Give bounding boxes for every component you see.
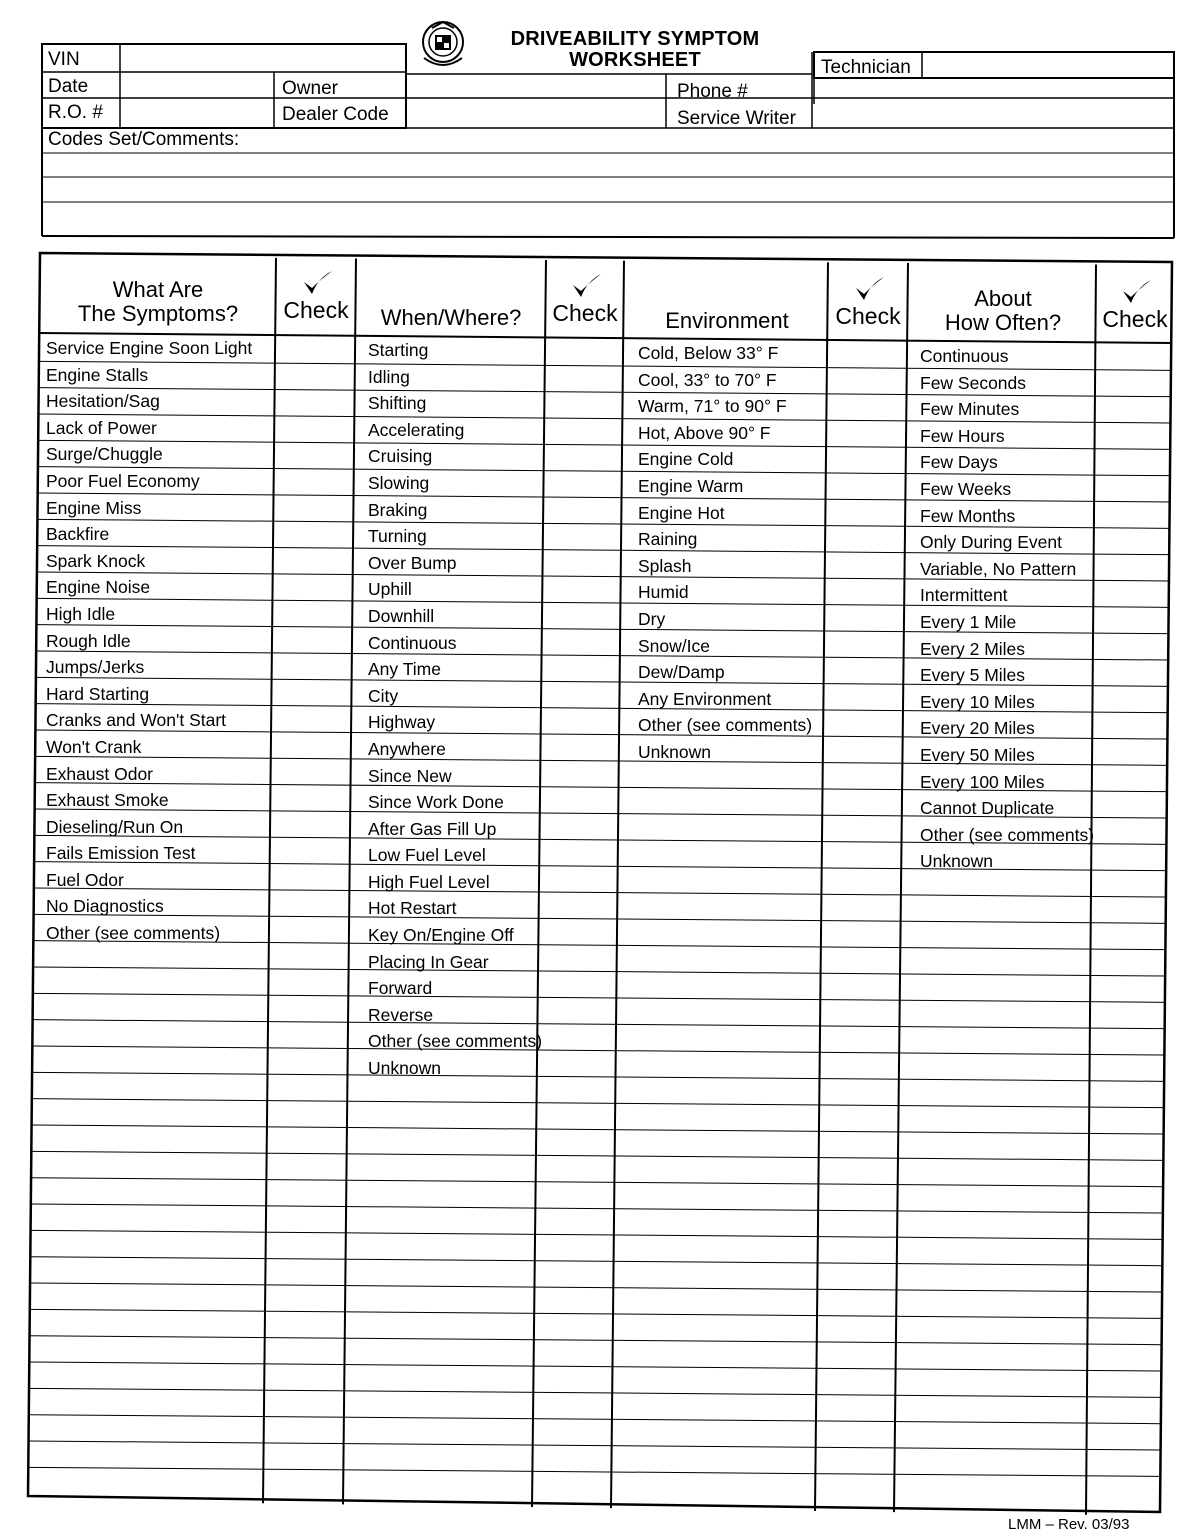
list-item: Exhaust Odor bbox=[46, 763, 153, 784]
list-item: Shifting bbox=[368, 393, 427, 414]
vin-label: VIN bbox=[48, 49, 80, 70]
list-item: Every 20 Miles bbox=[920, 718, 1035, 739]
list-item: Spark Knock bbox=[46, 550, 146, 571]
list-item: Fails Emission Test bbox=[46, 843, 196, 864]
list-item: Raining bbox=[638, 529, 698, 550]
dealer-code-label: Dealer Code bbox=[282, 104, 389, 125]
list-item: Other (see comments) bbox=[638, 715, 813, 736]
revision-footer: LMM – Rev. 03/93 bbox=[1008, 1516, 1130, 1533]
list-item: Engine Miss bbox=[46, 497, 142, 518]
list-item: Few Months bbox=[920, 505, 1016, 526]
how-often-list bbox=[914, 344, 1094, 876]
list-item: Any Environment bbox=[638, 688, 772, 709]
list-item: Hard Starting bbox=[46, 683, 150, 704]
list-item: Engine Hot bbox=[638, 502, 725, 523]
list-item: Jumps/Jerks bbox=[46, 657, 145, 678]
cadillac-crest-icon bbox=[418, 18, 468, 70]
list-item: Unknown bbox=[638, 741, 711, 762]
list-item: Engine Cold bbox=[638, 449, 734, 470]
list-item: Over Bump bbox=[368, 552, 457, 573]
list-item: Slowing bbox=[368, 472, 430, 493]
ro-label: R.O. # bbox=[48, 102, 103, 123]
list-item: Key On/Engine Off bbox=[368, 925, 514, 946]
service-writer-label: Service Writer bbox=[677, 108, 796, 129]
when-where-list bbox=[362, 338, 542, 1083]
list-item: Every 2 Miles bbox=[920, 638, 1026, 659]
list-item: Accelerating bbox=[368, 419, 465, 440]
checkmark-icon bbox=[276, 268, 356, 298]
list-item: Service Engine Soon Light bbox=[46, 338, 253, 358]
list-item: Since Work Done bbox=[368, 792, 504, 813]
list-item: Won't Crank bbox=[46, 736, 142, 757]
list-item: Other (see comments) bbox=[368, 1031, 543, 1052]
environment-list bbox=[632, 341, 824, 767]
list-item: Few Minutes bbox=[920, 399, 1020, 420]
list-item: Hot, Above 90° F bbox=[638, 422, 771, 443]
list-item: Only During Event bbox=[920, 532, 1063, 553]
list-item: Cranks and Won't Start bbox=[46, 710, 227, 731]
list-item: High Fuel Level bbox=[368, 871, 490, 892]
list-item: Dry bbox=[638, 608, 666, 629]
worksheet-title: DRIVEABILITY SYMPTOM WORKSHEET bbox=[510, 28, 760, 71]
list-item: Dieseling/Run On bbox=[46, 816, 184, 837]
list-item: Every 5 Miles bbox=[920, 665, 1026, 686]
list-item: Hot Restart bbox=[368, 898, 457, 919]
list-item: No Diagnostics bbox=[46, 896, 164, 917]
list-item: Cool, 33° to 70° F bbox=[638, 369, 777, 390]
checkmark-icon bbox=[1096, 277, 1174, 307]
list-item: Highway bbox=[368, 712, 436, 733]
list-item: Engine Stalls bbox=[46, 364, 149, 385]
list-item: Anywhere bbox=[368, 738, 446, 759]
symptoms-list bbox=[40, 336, 272, 948]
list-item: Hesitation/Sag bbox=[46, 391, 160, 412]
symptoms-heading: What Are The Symptoms? bbox=[77, 277, 239, 326]
technician-label: Technician bbox=[821, 57, 911, 78]
list-item: Humid bbox=[638, 582, 689, 603]
list-item: Few Hours bbox=[920, 425, 1005, 446]
list-item: Uphill bbox=[368, 579, 412, 600]
list-item: Rough Idle bbox=[46, 630, 131, 651]
list-item: Engine Noise bbox=[46, 577, 151, 598]
list-item: Intermittent bbox=[920, 585, 1008, 606]
list-item: Every 50 Miles bbox=[920, 744, 1035, 765]
list-item: Every 1 Mile bbox=[920, 611, 1017, 632]
list-item: Cannot Duplicate bbox=[920, 798, 1055, 819]
list-item: Few Seconds bbox=[920, 372, 1027, 393]
check-heading-environment: Check bbox=[828, 274, 908, 328]
list-item: Lack of Power bbox=[46, 417, 157, 438]
environment-heading: Environment bbox=[665, 308, 789, 333]
checkmark-icon bbox=[828, 274, 908, 304]
list-item: Exhaust Smoke bbox=[46, 790, 169, 811]
list-item: City bbox=[368, 685, 399, 706]
list-item: Dew/Damp bbox=[638, 662, 725, 683]
list-item: Starting bbox=[368, 340, 429, 360]
list-item: Every 10 Miles bbox=[920, 691, 1035, 712]
list-item: Placing In Gear bbox=[368, 951, 489, 972]
list-item: Other (see comments) bbox=[920, 824, 1095, 845]
list-item: Idling bbox=[368, 366, 410, 387]
date-label: Date bbox=[48, 76, 89, 97]
list-item: Fuel Odor bbox=[46, 869, 124, 890]
list-item: Continuous bbox=[920, 346, 1009, 366]
when-where-heading: When/Where? bbox=[380, 305, 522, 330]
list-item: Other (see comments) bbox=[46, 923, 221, 944]
list-item: Variable, No Pattern bbox=[920, 558, 1077, 579]
owner-label: Owner bbox=[282, 78, 338, 99]
list-item: Unknown bbox=[368, 1058, 441, 1079]
list-item: High Idle bbox=[46, 603, 116, 624]
check-heading-how-often: Check bbox=[1096, 277, 1174, 331]
list-item: Since New bbox=[368, 765, 452, 786]
list-item: Continuous bbox=[368, 632, 457, 653]
phone-label: Phone # bbox=[677, 81, 748, 102]
check-heading-when: Check bbox=[546, 271, 624, 325]
list-item: Every 100 Miles bbox=[920, 771, 1045, 792]
list-item: Reverse bbox=[368, 1004, 434, 1025]
list-item: Few Days bbox=[920, 452, 998, 473]
list-item: Braking bbox=[368, 499, 428, 520]
list-item: Turning bbox=[368, 526, 427, 547]
list-item: Any Time bbox=[368, 659, 441, 680]
list-item: Cruising bbox=[368, 446, 433, 467]
list-item: Backfire bbox=[46, 524, 110, 545]
list-item: Low Fuel Level bbox=[368, 845, 486, 866]
list-item: Few Weeks bbox=[920, 478, 1012, 499]
check-heading-symptoms: Check bbox=[276, 268, 356, 322]
list-item: Cold, Below 33° F bbox=[638, 343, 779, 363]
list-item: Snow/Ice bbox=[638, 635, 710, 656]
list-item: Unknown bbox=[920, 851, 993, 872]
list-item: Poor Fuel Economy bbox=[46, 470, 200, 491]
list-item: Warm, 71° to 90° F bbox=[638, 396, 787, 417]
list-item: After Gas Fill Up bbox=[368, 818, 497, 839]
list-item: Engine Warm bbox=[638, 475, 744, 496]
checkmark-icon bbox=[546, 271, 624, 301]
list-item: Forward bbox=[368, 978, 433, 999]
how-often-heading: About How Often? bbox=[944, 286, 1062, 335]
list-item: Splash bbox=[638, 555, 692, 576]
list-item: Downhill bbox=[368, 605, 435, 626]
list-item: Surge/Chuggle bbox=[46, 444, 163, 465]
codes-comments-label: Codes Set/Comments: bbox=[48, 129, 240, 150]
